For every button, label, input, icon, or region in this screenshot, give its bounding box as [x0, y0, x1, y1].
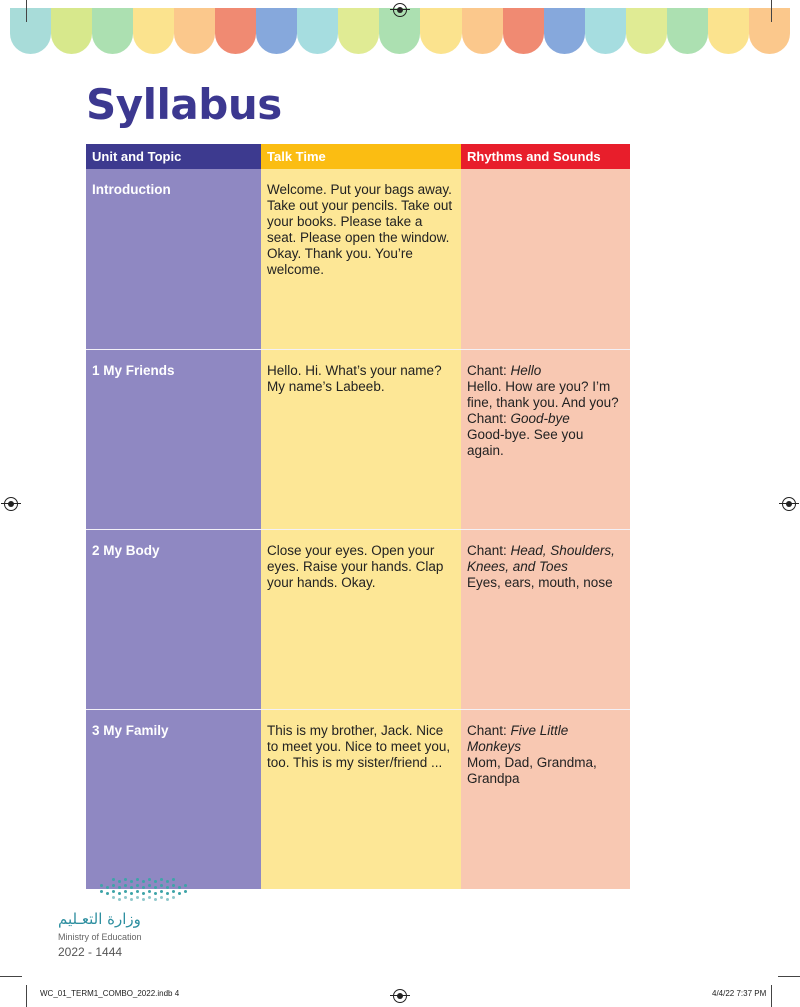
talk-cell: Close your eyes. Open your eyes. Raise your hands. Clap your hands. Okay. [261, 529, 461, 709]
logo-dot [106, 886, 109, 889]
logo-dot [160, 884, 163, 887]
logo-dot [160, 890, 163, 893]
logo-dot [106, 892, 109, 895]
chant-title: Five Little Monkeys [467, 723, 569, 754]
footer-filename: WC_01_TERM1_COMBO_2022.indb 4 [40, 989, 180, 998]
logo-dot [112, 884, 115, 887]
logo-dot [142, 892, 145, 895]
registration-mark-icon [393, 3, 407, 17]
logo-dot [172, 896, 175, 899]
logo-dots-icon [100, 878, 190, 904]
logo-dot [172, 884, 175, 887]
header-talk-time: Talk Time [261, 144, 461, 169]
logo-dot [142, 898, 145, 901]
logo-dot [100, 890, 103, 893]
rhythm-cell [461, 529, 630, 709]
logo-dot [100, 884, 103, 887]
table-row [86, 529, 630, 709]
table-row [86, 349, 630, 529]
scallop [462, 8, 503, 54]
chant-label: Chant: [467, 411, 511, 426]
ministry-arabic-name: وزارة التعـليم [58, 910, 141, 928]
logo-dot [118, 880, 121, 883]
logo-dot [112, 878, 115, 881]
table-header-row [86, 144, 630, 169]
logo-dot [154, 892, 157, 895]
footer-date: 4/4/22 7:37 PM [712, 989, 767, 998]
logo-dot [184, 890, 187, 893]
logo-dot [142, 880, 145, 883]
logo-dot [178, 892, 181, 895]
logo-dot [178, 886, 181, 889]
registration-mark-icon [393, 989, 407, 1003]
header-unit-and-topic: Unit and Topic [86, 144, 261, 169]
table-row [86, 169, 630, 349]
talk-cell: Welcome. Put your bags away. Take out your pencils. Take out your books. Please take a seat. Please open the window. Okay. Thank you. You’re welcome. [261, 169, 461, 349]
logo-dot [166, 880, 169, 883]
table-row [86, 709, 630, 889]
logo-dot [166, 898, 169, 901]
chant-lyrics: Hello. How are you? I’m fine, thank you. And you? [467, 379, 619, 410]
scallop [92, 8, 133, 54]
scallop [51, 8, 92, 54]
logo-dot [136, 896, 139, 899]
logo-dot [112, 890, 115, 893]
header-rhythms-and-sounds: Rhythms and Sounds [461, 144, 630, 169]
logo-dot [124, 890, 127, 893]
logo-dot [118, 898, 121, 901]
logo-dot [136, 878, 139, 881]
page-title: Syllabus [86, 80, 282, 129]
scallop [215, 8, 256, 54]
logo-dot [166, 886, 169, 889]
crop-mark [771, 0, 772, 22]
scallop [544, 8, 585, 54]
rhythm-cell [461, 169, 630, 349]
chant-line [467, 543, 623, 575]
crop-mark [771, 985, 772, 1007]
talk-cell: This is my brother, Jack. Nice to meet you. Nice to meet you, too. This is my sister/friend ... [261, 709, 461, 889]
crop-mark [26, 985, 27, 1007]
crop-mark [778, 976, 800, 977]
rhythm-cell [461, 709, 630, 889]
logo-dot [130, 880, 133, 883]
ministry-english-name: Ministry of Education [58, 932, 142, 942]
scallop [338, 8, 379, 54]
chant-label: Chant: [467, 723, 511, 738]
chant-title: Hello [510, 363, 542, 378]
logo-dot [154, 880, 157, 883]
logo-dot [148, 884, 151, 887]
logo-dot [154, 898, 157, 901]
scallop [503, 8, 544, 54]
scallop [626, 8, 667, 54]
scallop [708, 8, 749, 54]
ministry-year: 2022 - 1444 [58, 945, 123, 959]
unit-cell: Introduction [86, 169, 261, 349]
logo-dot [124, 884, 127, 887]
scallop [174, 8, 215, 54]
unit-cell: 1 My Friends [86, 349, 261, 529]
logo-dot [130, 886, 133, 889]
logo-dot [160, 878, 163, 881]
logo-dot [148, 878, 151, 881]
logo-dot [136, 890, 139, 893]
logo-dot [124, 878, 127, 881]
logo-dot [166, 892, 169, 895]
unit-cell: 2 My Body [86, 529, 261, 709]
logo-dot [136, 884, 139, 887]
logo-dot [130, 892, 133, 895]
crop-mark [0, 976, 22, 977]
syllabus-table [86, 144, 630, 889]
chant-title: Good-bye [510, 411, 570, 426]
unit-cell: 3 My Family [86, 709, 261, 889]
scallop [420, 8, 461, 54]
logo-dot [118, 886, 121, 889]
logo-dot [154, 886, 157, 889]
chant-line [467, 723, 623, 755]
logo-dot [124, 896, 127, 899]
scallop [256, 8, 297, 54]
scallop [133, 8, 174, 54]
scallop [297, 8, 338, 54]
chant-label: Chant: [467, 543, 511, 558]
crop-mark [26, 0, 27, 22]
logo-dot [184, 884, 187, 887]
scallop [585, 8, 626, 54]
registration-mark-icon [782, 497, 796, 511]
logo-dot [160, 896, 163, 899]
scallop [10, 8, 51, 54]
logo-dot [172, 890, 175, 893]
chant-lyrics: Eyes, ears, mouth, nose [467, 575, 613, 590]
registration-mark-icon [4, 497, 18, 511]
talk-cell: Hello. Hi. What’s your name? My name’s Labeeb. [261, 349, 461, 529]
logo-dot [112, 896, 115, 899]
chant-lyrics: Good-bye. See you again. [467, 427, 584, 458]
chant-line [467, 363, 623, 379]
logo-dot [130, 898, 133, 901]
scallop [667, 8, 708, 54]
logo-dot [142, 886, 145, 889]
chant-label: Chant: [467, 363, 511, 378]
logo-dot [148, 896, 151, 899]
logo-dot [118, 892, 121, 895]
logo-dot [148, 890, 151, 893]
chant-lyrics: Mom, Dad, Grandma, Grandpa [467, 755, 597, 786]
logo-dot [172, 878, 175, 881]
chant-title: Head, Shoulders, Knees, and Toes [467, 543, 615, 574]
chant-line [467, 411, 623, 427]
scallop [749, 8, 790, 54]
rhythm-cell [461, 349, 630, 529]
